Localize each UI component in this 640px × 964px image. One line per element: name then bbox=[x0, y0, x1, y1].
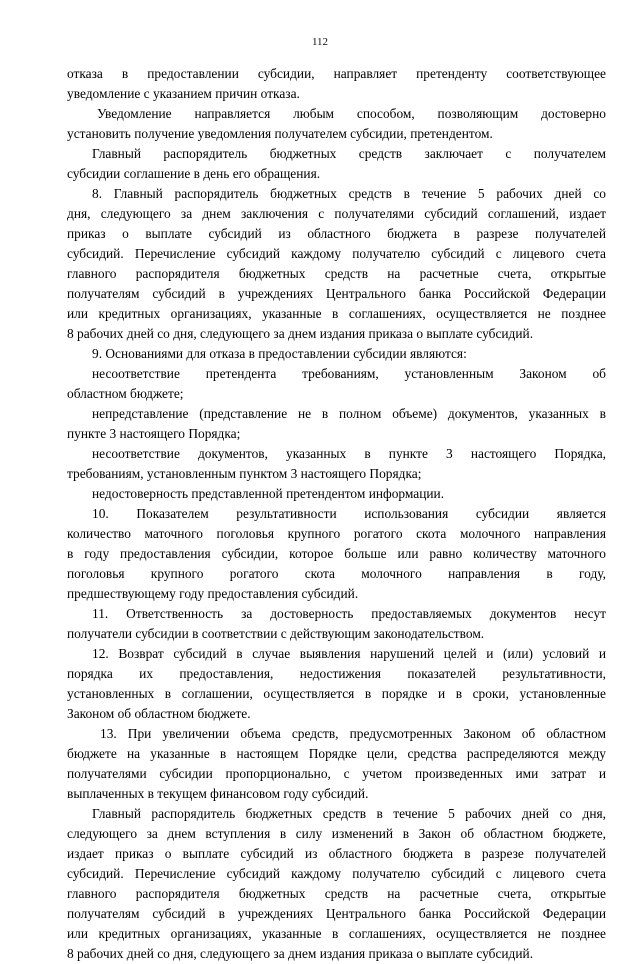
document-body bbox=[67, 64, 606, 964]
text-line: областном бюджете; bbox=[67, 386, 184, 401]
text-line: Главный распорядитель бюджетных средств заключает с получателем bbox=[92, 146, 606, 161]
text-line: получателям субсидий в учреждениях Центрального банка Российской Федерации bbox=[67, 286, 606, 301]
text-line: порядка их предоставления, недостижения показателей результативности, bbox=[67, 666, 606, 681]
paragraph bbox=[67, 504, 606, 604]
text-line: получателями субсидии пропорционально, с учетом произведенных ими затрат и bbox=[67, 766, 606, 781]
text-line: или кредитных организациях, указанные в соглашениях, осуществляется не позднее bbox=[67, 306, 606, 321]
text-line: дня, следующего за днем заключения с получателями субсидий соглашений, издает bbox=[67, 206, 606, 221]
paragraph bbox=[67, 364, 606, 404]
text-line: поголовья крупного рогатого скота молочного направления в году, bbox=[67, 566, 606, 581]
text-line: субсидий. Перечисление субсидий каждому получателю субсидий с лицевого счета bbox=[67, 246, 606, 261]
text-line: установить получение уведомления получателем субсидии, претендентом. bbox=[67, 126, 493, 141]
paragraph bbox=[67, 344, 606, 364]
paragraph bbox=[67, 604, 606, 644]
text-line: Законом об областном бюджете. bbox=[67, 706, 251, 721]
text-line: 12. Возврат субсидий в случае выявления нарушений целей и (или) условий и bbox=[92, 646, 606, 661]
text-line: Главный распорядитель бюджетных средств в течение 5 рабочих дней со дня, bbox=[92, 806, 606, 821]
paragraph bbox=[67, 484, 606, 504]
text-line: получателям субсидий в учреждениях Центрального банка Российской Федерации bbox=[67, 906, 606, 921]
text-line: главного распорядителя бюджетных средств на расчетные счета, открытые bbox=[67, 886, 606, 901]
text-line: установленных в соглашении, осуществляется в порядке и в сроки, установленные bbox=[67, 686, 606, 701]
paragraph bbox=[67, 644, 606, 724]
text-line: непредставление (представление не в полном объеме) документов, указанных в bbox=[92, 406, 606, 421]
text-line: предшествующему году предоставления субсидий. bbox=[67, 586, 359, 601]
text-line: 8 рабочих дней со дня, следующего за днем издания приказа о выплате субсидий. bbox=[67, 326, 534, 341]
paragraph bbox=[67, 724, 606, 804]
text-line: отказа в предоставлении субсидии, направляет претенденту соответствующее bbox=[67, 66, 606, 81]
text-line: количество маточного поголовья крупного рогатого скота молочного направления bbox=[67, 526, 606, 541]
text-line: недостоверность представленной претендентом информации. bbox=[92, 486, 445, 501]
text-line: следующего за днем вступления в силу изменений в Закон об областном бюджете, bbox=[67, 826, 606, 841]
text-line: Уведомление направляется любым способом, позволяющим достоверно bbox=[97, 106, 606, 121]
text-line: приказ о выплате субсидий из областного бюджета в разрезе получателей bbox=[67, 226, 606, 241]
paragraph bbox=[67, 444, 606, 484]
paragraph bbox=[67, 404, 606, 444]
text-line: или кредитных организациях, указанные в соглашениях, осуществляется не позднее bbox=[67, 926, 606, 941]
text-line: главного распорядителя бюджетных средств на расчетные счета, открытые bbox=[67, 266, 606, 281]
paragraph bbox=[67, 104, 606, 144]
text-line: 8. Главный распорядитель бюджетных средств в течение 5 рабочих дней со bbox=[92, 186, 606, 201]
paragraph bbox=[67, 804, 606, 964]
text-line: несоответствие документов, указанных в пункте 3 настоящего Порядка, bbox=[92, 446, 606, 461]
text-line: 11. Ответственность за достоверность предоставляемых документов несут bbox=[92, 606, 606, 621]
paragraph bbox=[67, 144, 606, 184]
text-line: несоответствие претендента требованиям, установленным Законом об bbox=[92, 366, 606, 381]
text-line: получатели субсидии в соответствии с действующим законодательством. bbox=[67, 626, 485, 641]
text-line: выплаченных в текущем финансовом году субсидий. bbox=[67, 786, 369, 801]
text-line: издает приказ о выплате субсидий из областного бюджета в разрезе получателей bbox=[67, 846, 606, 861]
text-line: пункте 3 настоящего Порядка; bbox=[67, 426, 241, 441]
text-line: в году предоставления субсидии, которое больше или равно количеству маточного bbox=[67, 546, 606, 561]
text-line: субсидий. Перечисление субсидий каждому получателю субсидий с лицевого счета bbox=[67, 866, 606, 881]
text-line: 13. При увеличении объема средств, предусмотренных Законом об областном bbox=[100, 726, 606, 741]
page-number: 112 bbox=[311, 36, 329, 48]
text-line: бюджете на указанные в настоящем Порядке цели, средства распределяются между bbox=[67, 746, 606, 761]
text-line: 8 рабочих дней со дня, следующего за днем издания приказа о выплате субсидий. bbox=[67, 946, 534, 961]
text-line: уведомление с указанием причин отказа. bbox=[67, 86, 300, 101]
text-line: 10. Показателем результативности использования субсидии является bbox=[92, 506, 606, 521]
text-line: 9. Основаниями для отказа в предоставлении субсидии являются: bbox=[92, 346, 467, 361]
text-line: субсидии соглашение в день его обращения. bbox=[67, 166, 321, 181]
paragraph bbox=[67, 184, 606, 344]
text-line: требованиям, установленным пунктом 3 настоящего Порядка; bbox=[67, 466, 422, 481]
paragraph bbox=[67, 64, 606, 104]
